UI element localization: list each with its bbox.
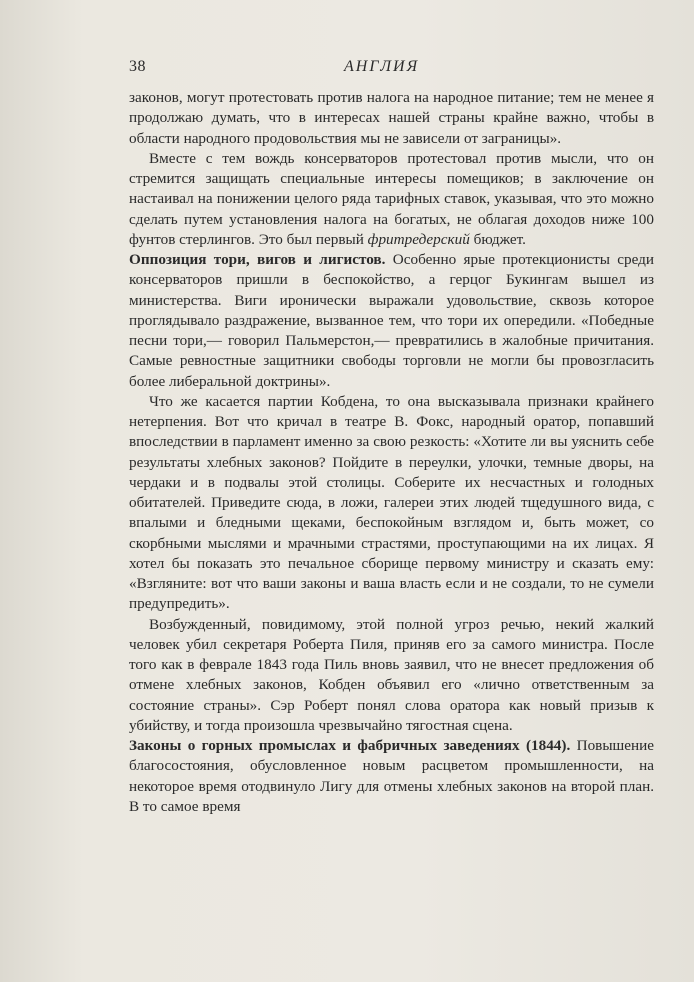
paragraph-text: законов, могут протестовать против налога на народное питание; тем не менее я продолжаю думать, что в интересах нашей страны крайне важно, чтобы в области народного продовольствия мы не зависели от заграницы». xyxy=(129,89,654,147)
section-heading: Законы о горных промыслах и фабричных заведениях (1844). xyxy=(129,737,571,754)
paragraph-text: Вместе с тем вождь консерваторов протестовал против мысли, что он стремится защищать специальные интересы помещиков; в заключение он настаивал на понижении целого ряда тарифных ставок, указывая, что это можно сделать путем установления налога на богатых, не облагая доходов ниже 100 фунтов стерлингов. Это был первый xyxy=(129,149,654,248)
paragraph-text: Возбужденный, повидимому, этой полной угроз речью, некий жалкий человек убил секретаря Роберта Пиля, приняв его за самого министра. После того как в феврале 1843 года Пиль вновь заявил, что не внесет предложения об отмене хлебных законов, Кобден объявил его «лично ответственным за состояние страны». Сэр Роберт понял слова оратора как новый призыв к убийству, и тогда произошла чрезвычайно тягостная сцена. xyxy=(129,615,654,734)
section-paragraph xyxy=(129,736,654,817)
paragraph xyxy=(129,615,654,737)
italic-term: фритредерский xyxy=(367,230,470,248)
running-header xyxy=(129,58,654,88)
section-paragraph xyxy=(129,250,654,392)
page-number: 38 xyxy=(129,58,146,75)
paragraph-text: Особенно ярые протекционисты среди консерваторов пришли в беспокойство, а герцог Букингам вышел из министерства. Виги иронически выражали удовольствие, сквозь которое проглядывало раздражение, вызванное тем, что тори их опередили. «Победные песни тори,— говорил Пальмерстон,— превратились в жалобные причитания. Самые ревностные защитники свободы торговли не могли бы провозгласить более либеральной доктрины». xyxy=(129,251,654,390)
paragraph xyxy=(129,149,654,250)
paragraph-text: Повышение благосостояния, обусловленное новым расцветом промышленности, на некоторое время отодвинуло Лигу для отмены хлебных законов на второй план. В то самое время xyxy=(129,737,654,815)
paragraph-continued xyxy=(129,88,654,149)
paragraph xyxy=(129,392,654,615)
running-title: АНГЛИЯ xyxy=(344,58,420,75)
section-heading: Оппозиция тори, вигов и лигистов. xyxy=(129,251,386,268)
paragraph-tail: бюджет. xyxy=(469,230,526,248)
paragraph-text: Что же касается партии Кобдена, то она высказывала признаки крайнего нетерпения. Вот что кричал в театре В. Фокс, народный оратор, попавший впоследствии в парламент именно за свою резкость: «Хотите ли вы уяснить себе результаты хлебных законов? Пойдите в переулки, улочки, темные дворы, на чердаки и в подвалы этой столицы. Соберите их несчастных и голодных обитателей. Приведите сюда, в ложи, галереи этих людей тщедушного вида, с впалыми и бледными щеками, беспокойным взглядом и, быть может, со скорбными мыслями и мрачными страстями, проступающими на их лицах. Я хотел бы показать это печальное сборище первому министру и сказать ему: «Взгляните: вот что ваши законы и ваша власть если и не создали, то не сумели предупредить». xyxy=(129,392,654,613)
body-text xyxy=(129,88,654,817)
